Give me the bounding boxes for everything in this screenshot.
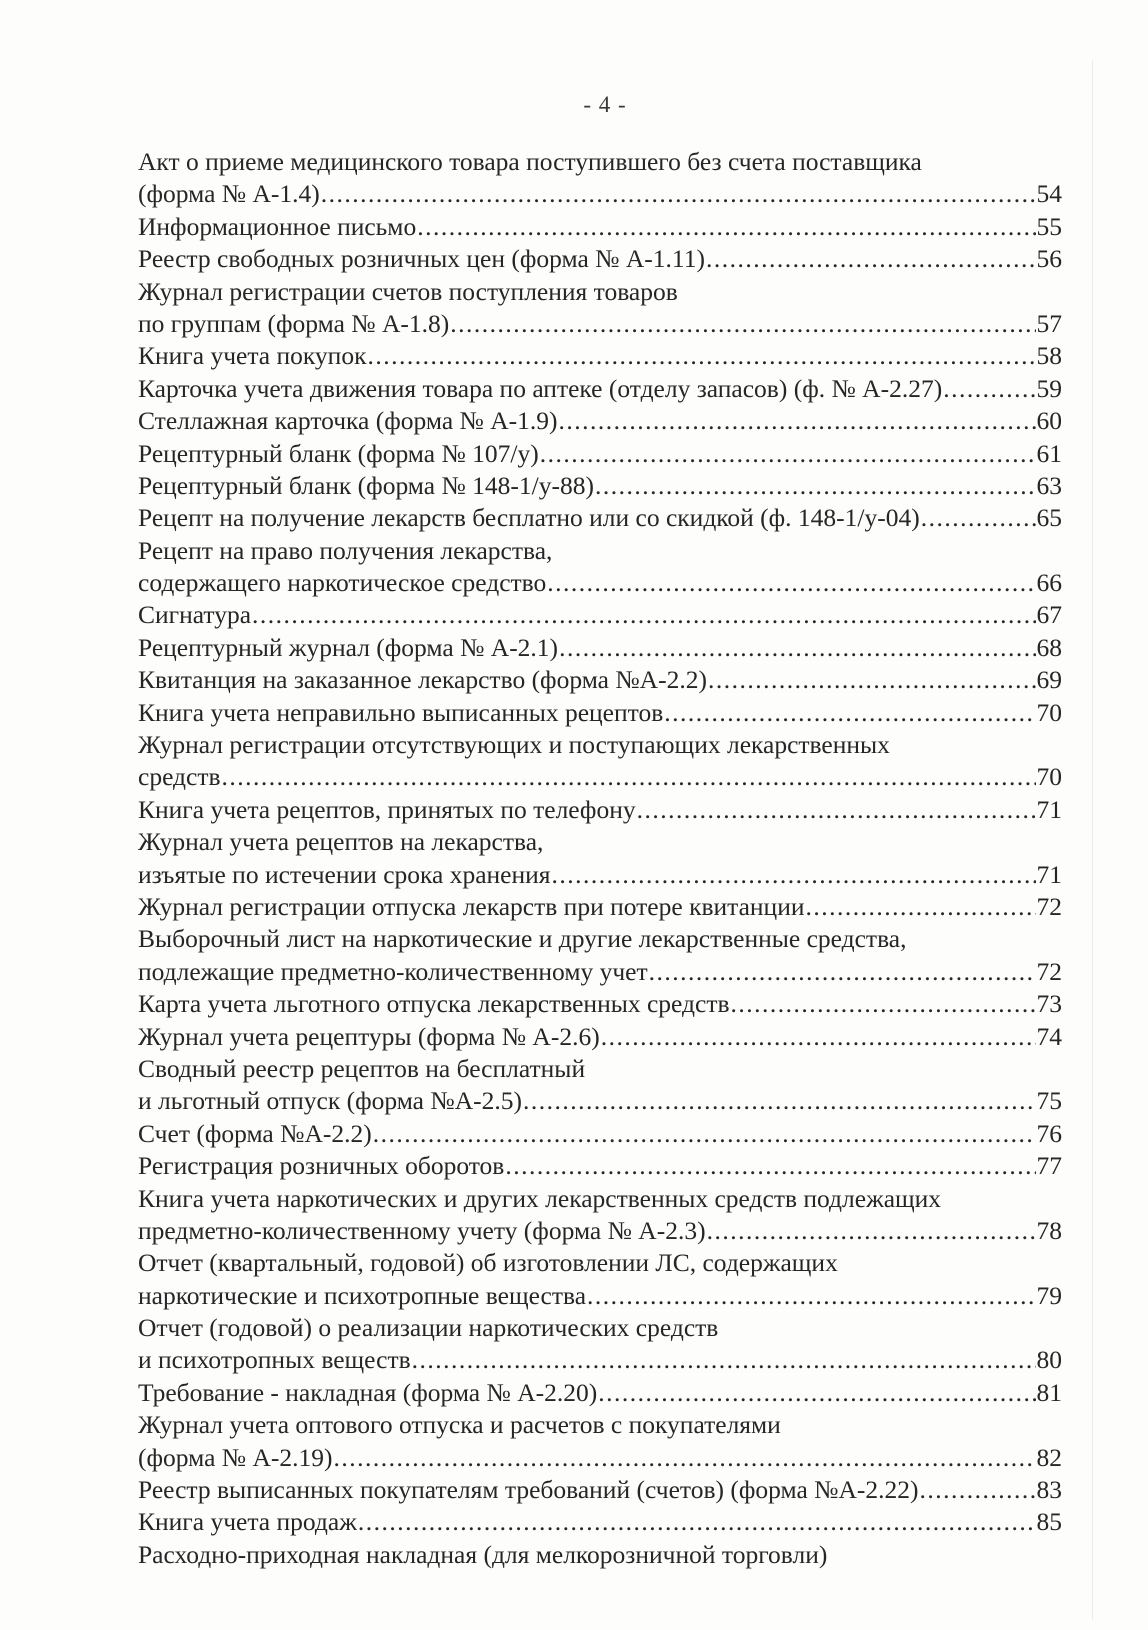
- toc-page-number: 85: [1036, 1507, 1062, 1537]
- toc-entry-line: [138, 697, 1062, 729]
- toc-entry-title: (форма № А-2.19): [138, 1442, 333, 1472]
- toc-entry-line: [138, 405, 1062, 437]
- toc-entry-line: [138, 308, 1062, 340]
- toc-entry-title: Отчет (годовой) о реализации наркотических средств: [138, 1313, 719, 1343]
- toc-entry-title: Рецепт на право получения лекарства,: [138, 535, 553, 565]
- toc-page-number: 83: [1036, 1475, 1062, 1505]
- toc-entry-title: Выборочный лист на наркотические и другие лекарственные средства,: [138, 924, 907, 954]
- dot-leader: [637, 794, 1036, 826]
- toc-entry: [138, 405, 1062, 437]
- toc-entry-line: [138, 1442, 1062, 1474]
- toc-entry-line: [138, 1312, 1062, 1344]
- table-of-contents: [138, 146, 1062, 1571]
- toc-entry: [138, 502, 1062, 534]
- toc-entry: [138, 923, 1062, 988]
- toc-entry-line: [138, 1215, 1062, 1247]
- toc-entry-title: Счет (форма №А-2.2): [138, 1118, 372, 1148]
- toc-entry: [138, 535, 1062, 600]
- toc-entry: [138, 632, 1062, 664]
- toc-entry: [138, 1053, 1062, 1118]
- dot-leader: [595, 470, 1036, 502]
- dot-leader: [559, 632, 1035, 664]
- toc-entry-line: [138, 729, 1062, 761]
- dot-leader: [367, 340, 1035, 372]
- toc-entry-line: [138, 1377, 1062, 1409]
- toc-entry-line: [138, 1247, 1062, 1279]
- toc-page-number: 58: [1036, 341, 1062, 371]
- toc-entry-line: [138, 243, 1062, 275]
- toc-entry-title: Журнал учета рецептуры (форма № А-2.6): [138, 1021, 600, 1051]
- toc-entry: [138, 794, 1062, 826]
- toc-page-number: 67: [1036, 600, 1062, 630]
- toc-page-number: 77: [1036, 1151, 1062, 1181]
- toc-page-number: 56: [1036, 244, 1062, 274]
- dot-leader: [547, 567, 1035, 599]
- toc-entry: [138, 373, 1062, 405]
- toc-entry-line: [138, 1409, 1062, 1441]
- dot-leader: [920, 1474, 1036, 1506]
- toc-entry: [138, 697, 1062, 729]
- toc-entry-line: [138, 1085, 1062, 1117]
- toc-entry-line: [138, 1118, 1062, 1150]
- dot-leader: [708, 664, 1036, 696]
- toc-entry-line: [138, 211, 1062, 243]
- toc-entry-title: изъятые по истечении срока хранения: [138, 859, 551, 889]
- toc-entry-title: Журнал учета рецептов на лекарства,: [138, 827, 544, 857]
- toc-page-number: 74: [1036, 1021, 1062, 1051]
- toc-page-number: 71: [1036, 859, 1062, 889]
- dot-leader: [943, 373, 1035, 405]
- toc-page-number: 82: [1036, 1442, 1062, 1472]
- toc-entry-title: Информационное письмо: [138, 211, 417, 241]
- toc-entry-line: [138, 146, 1062, 178]
- toc-page-number: 81: [1036, 1377, 1062, 1407]
- toc-entry: [138, 340, 1062, 372]
- toc-entry: [138, 599, 1062, 631]
- toc-entry: [138, 1021, 1062, 1053]
- toc-entry-line: [138, 826, 1062, 858]
- toc-entry: [138, 1247, 1062, 1312]
- toc-entry-title: Сигнатура: [138, 600, 252, 630]
- toc-entry-title: и льготный отпуск (форма №А-2.5): [138, 1086, 522, 1116]
- toc-entry-line: [138, 1021, 1062, 1053]
- toc-entry: [138, 664, 1062, 696]
- toc-entry-title: наркотические и психотропные вещества: [138, 1280, 587, 1310]
- dot-leader: [664, 697, 1035, 729]
- toc-entry-line: [138, 373, 1062, 405]
- toc-entry-line: [138, 988, 1062, 1020]
- toc-entry: [138, 276, 1062, 341]
- toc-entry: [138, 470, 1062, 502]
- toc-entry-title: Квитанция на заказанное лекарство (форма №А-2.2): [138, 665, 707, 695]
- toc-entry-line: [138, 1053, 1062, 1085]
- toc-entry-title: Книга учета покупок: [138, 341, 367, 371]
- toc-entry-title: Журнал регистрации отсутствующих и поступающих лекарственных: [138, 730, 890, 760]
- dot-leader: [373, 1118, 1036, 1150]
- toc-entry-line: [138, 632, 1062, 664]
- toc-entry-line: [138, 438, 1062, 470]
- page-number: - 4 -: [583, 92, 627, 117]
- dot-leader: [598, 1377, 1035, 1409]
- toc-entry: [138, 1377, 1062, 1409]
- toc-page-number: 76: [1036, 1118, 1062, 1148]
- toc-entry-line: [138, 1183, 1062, 1215]
- toc-entry-title: Расходно-приходная накладная (для мелкорозничной торговли): [138, 1539, 828, 1569]
- dot-leader: [649, 956, 1036, 988]
- toc-entry-line: [138, 276, 1062, 308]
- toc-entry-title: Рецептурный бланк (форма № 148-1/у-88): [138, 470, 594, 500]
- toc-entry-title: Книга учета неправильно выписанных рецептов: [138, 697, 664, 727]
- toc-entry-title: Рецепт на получение лекарств бесплатно или со скидкой (ф. 148-1/у-04): [138, 503, 920, 533]
- toc-page-number: 65: [1036, 503, 1062, 533]
- toc-page-number: 57: [1036, 308, 1062, 338]
- toc-entry: [138, 1539, 1062, 1571]
- dot-leader: [552, 859, 1036, 891]
- toc-page-number: 75: [1036, 1086, 1062, 1116]
- toc-entry-title: средств: [138, 762, 221, 792]
- dot-leader: [707, 1215, 1036, 1247]
- toc-entry-title: Рецептурный бланк (форма № 107/у): [138, 438, 539, 468]
- toc-entry-title: Требование - накладная (форма № А-2.20): [138, 1377, 598, 1407]
- toc-entry-title: Журнал регистрации счетов поступления товаров: [138, 276, 678, 306]
- toc-entry: [138, 1409, 1062, 1474]
- toc-entry-line: [138, 1506, 1062, 1538]
- toc-entry-title: Книга учета наркотических и других лекарственных средств подлежащих: [138, 1183, 942, 1213]
- toc-entry-title: содержащего наркотическое средство: [138, 568, 547, 598]
- dot-leader: [417, 211, 1035, 243]
- toc-entry-title: Карта учета льготного отпуска лекарственных средств: [138, 989, 730, 1019]
- page-edge-shadow: [1092, 60, 1093, 1620]
- toc-entry-title: (форма № А-1.4): [138, 179, 320, 209]
- dot-leader: [540, 438, 1036, 470]
- dot-leader: [321, 178, 1036, 210]
- toc-entry-line: [138, 470, 1062, 502]
- toc-entry-line: [138, 599, 1062, 631]
- dot-leader: [587, 1280, 1035, 1312]
- toc-entry-line: [138, 1280, 1062, 1312]
- toc-page-number: 55: [1036, 211, 1062, 241]
- toc-entry: [138, 988, 1062, 1020]
- toc-entry-line: [138, 794, 1062, 826]
- toc-page-number: 70: [1036, 697, 1062, 727]
- toc-entry: [138, 1506, 1062, 1538]
- toc-page-number: 71: [1036, 794, 1062, 824]
- dot-leader: [523, 1085, 1036, 1117]
- toc-entry-title: Реестр выписанных покупателям требований (счетов) (форма №А-2.22): [138, 1475, 919, 1505]
- toc-entry-title: Сводный реестр рецептов на бесплатный: [138, 1053, 586, 1083]
- toc-entry-title: подлежащие предметно-количественному учет: [138, 956, 648, 986]
- toc-page-number: 59: [1036, 373, 1062, 403]
- toc-entry: [138, 438, 1062, 470]
- toc-entry-title: Стеллажная карточка (форма № А-1.9): [138, 406, 558, 436]
- toc-entry-title: и психотропных веществ: [138, 1345, 411, 1375]
- toc-entry-line: [138, 178, 1062, 210]
- toc-page-number: 79: [1036, 1280, 1062, 1310]
- toc-entry-line: [138, 956, 1062, 988]
- toc-entry-line: [138, 923, 1062, 955]
- toc-page-number: 60: [1036, 406, 1062, 436]
- toc-entry-title: Акт о приеме медицинского товара поступившего без счета поставщика: [138, 147, 922, 176]
- toc-page-number: 78: [1036, 1215, 1062, 1245]
- toc-entry: [138, 1150, 1062, 1182]
- toc-page-number: 68: [1036, 632, 1062, 662]
- dot-leader: [358, 1506, 1036, 1538]
- dot-leader: [731, 988, 1036, 1020]
- toc-entry-title: Рецептурный журнал (форма № А-2.1): [138, 632, 559, 662]
- toc-page-number: 66: [1036, 568, 1062, 598]
- toc-page-number: 72: [1036, 891, 1062, 921]
- toc-entry-line: [138, 1474, 1062, 1506]
- toc-page-number: 70: [1036, 762, 1062, 792]
- toc-page-number: 72: [1036, 956, 1062, 986]
- dot-leader: [450, 308, 1035, 340]
- toc-entry: [138, 1474, 1062, 1506]
- toc-entry-line: [138, 535, 1062, 567]
- toc-entry-line: [138, 664, 1062, 696]
- toc-entry-title: Отчет (квартальный, годовой) об изготовлении ЛС, содержащих: [138, 1248, 838, 1278]
- toc-entry: [138, 146, 1062, 211]
- dot-leader: [334, 1442, 1036, 1474]
- toc-entry-line: [138, 340, 1062, 372]
- dot-leader: [601, 1021, 1036, 1053]
- toc-entry: [138, 1118, 1062, 1150]
- toc-page-number: 73: [1036, 989, 1062, 1019]
- toc-entry-title: Книга учета продаж: [138, 1507, 357, 1537]
- toc-entry-title: Журнал регистрации отпуска лекарств при потере квитанции: [138, 891, 805, 921]
- toc-page-number: 80: [1036, 1345, 1062, 1375]
- toc-entry-line: [138, 1539, 1062, 1571]
- toc-page-number: 61: [1036, 438, 1062, 468]
- toc-entry-title: Книга учета рецептов, принятых по телефону: [138, 794, 636, 824]
- toc-entry-line: [138, 502, 1062, 534]
- toc-entry: [138, 729, 1062, 794]
- toc-entry: [138, 1183, 1062, 1248]
- toc-entry-title: Карточка учета движения товара по аптеке (отделу запасов) (ф. № А-2.27): [138, 373, 943, 403]
- toc-entry-title: Журнал учета оптового отпуска и расчетов с покупателями: [138, 1410, 781, 1440]
- toc-page-number: 54: [1036, 179, 1062, 209]
- dot-leader: [706, 243, 1036, 275]
- toc-entry-title: Регистрация розничных оборотов: [138, 1151, 505, 1181]
- toc-entry-line: [138, 891, 1062, 923]
- toc-entry-line: [138, 859, 1062, 891]
- dot-leader: [505, 1150, 1035, 1182]
- toc-entry: [138, 1312, 1062, 1377]
- toc-entry-line: [138, 761, 1062, 793]
- dot-leader: [252, 599, 1035, 631]
- dot-leader: [412, 1344, 1036, 1376]
- toc-entry-title: Реестр свободных розничных цен (форма № А-1.11): [138, 244, 705, 274]
- dot-leader: [921, 502, 1036, 534]
- dot-leader: [222, 761, 1036, 793]
- toc-entry: [138, 826, 1062, 891]
- toc-entry: [138, 243, 1062, 275]
- toc-entry: [138, 891, 1062, 923]
- toc-entry-title: по группам (форма № А-1.8): [138, 308, 450, 338]
- toc-entry-line: [138, 567, 1062, 599]
- toc-entry-line: [138, 1150, 1062, 1182]
- toc-entry-line: [138, 1344, 1062, 1376]
- toc-page-number: 63: [1036, 470, 1062, 500]
- dot-leader: [806, 891, 1036, 923]
- toc-entry: [138, 211, 1062, 243]
- dot-leader: [559, 405, 1036, 437]
- toc-entry-title: предметно-количественному учету (форма № А-2.3): [138, 1215, 706, 1245]
- toc-page-number: 69: [1036, 665, 1062, 695]
